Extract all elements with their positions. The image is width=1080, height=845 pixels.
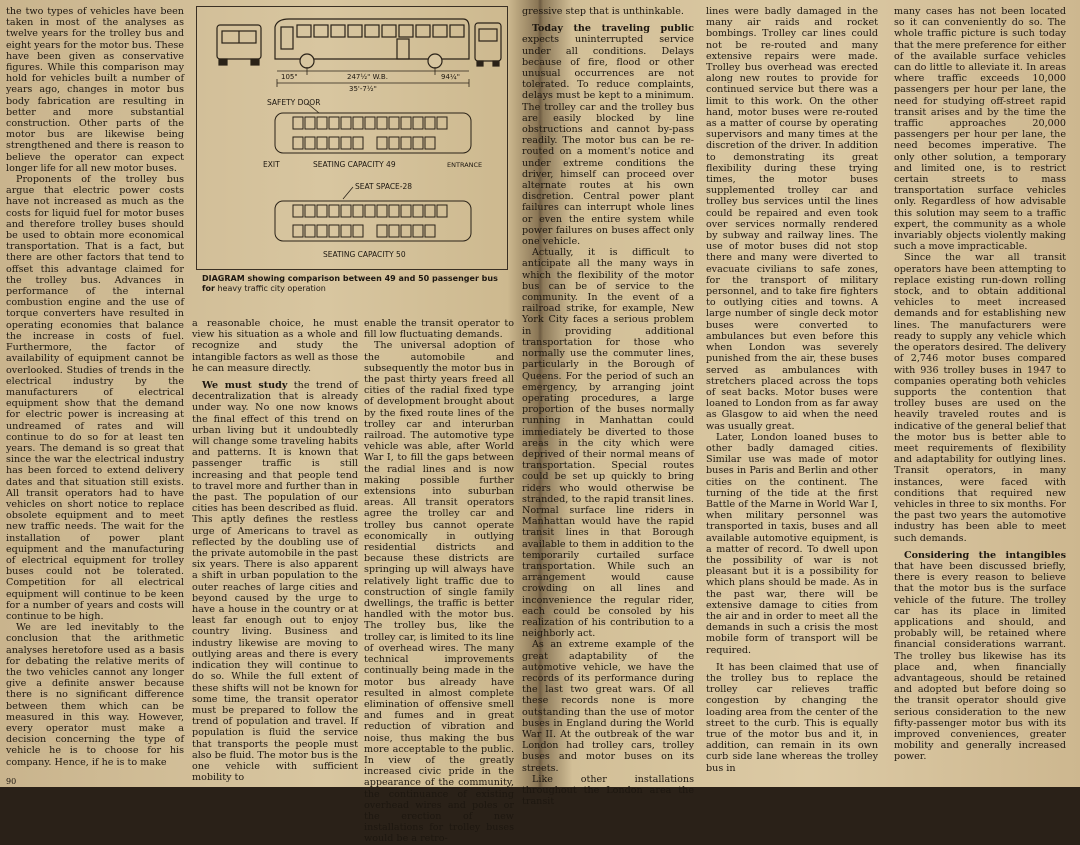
entrance-label: ENTRANCE: [447, 161, 483, 169]
paragraph: Proponents of the trolley bus argue that electric power costs have not increased as much as the costs for liquid fuel for motor buses and therefore trolley buses should be used to obtain more economical transportation. That is a fact, but there are other factors that tend to offset this advantage claimed for the trolley bus. Advances in performance of the internal combustion engine and the use of torque converters have resulted in operating economies that balance the increase in costs of fuel. Furthermore, the factor of availability of equipment cannot be overlooked. Studies of trends in the electrical industry by the manufacturers of electrical equipment show that the demand for electric power is increasing at undreamed of rates and will continue to do so for at least ten years. The demand is so great that since the war the electrical industry has been forced to extend delivery dates and that situation still exists. All transit operators had to have vehicles on short notice to replace obsolete equipment and to meet new traffic needs. The wait for the installation of power plant equipment and the manufacturing of electrical equipment for trolley buses could not be tolerated. Competition for all electrical equipment will continue to be keen for a number of years and costs will continue to be high.: [6, 174, 184, 622]
seating-49-label: SEATING CAPACITY 49: [313, 160, 396, 169]
paragraph: Since the war all transit operators have been attempting to replace existing run-down rolling stock, and to obtain additional vehicles to meet increased demands and for establishing new lines. The manufacturers were ready to supply any vehicle which the operators desired. The delivery of 2,746 motor buses compared with 936 trolley buses in 1947 to companies operating both vehicles supports the contention that trolley buses are used on the heavily traveled routes and is indicative of the general belief that the motor bus is better able to meet requirements of flexibility and adaptability for outlying lines. Transit operators, in many instances, were faced with conditions that required new vehicles in three to six months. For the past two years the automotive industry has been able to meet such demands.: [894, 252, 1066, 544]
paragraph: Actually, it is difficult to anticipate all the many ways in which the flexibility of the motor bus can be of service to the community. In the event of a railroad strike, for example, New York City faces a serious problem in providing additional transportation for those who normally use the commuter lines, particularly in the Borough of Queens. For the period of such an emergency, by arranging joint operating procedures, a large proportion of the buses normally running in Manhattan could immediately be diverted to those areas in the city which were deprived of their normal means of transportation. Special routes could be set up quickly to bring riders who would otherwise be stranded, to the rapid transit lines. Normal surface line riders in Manhattan would have the rapid transit lines in that Borough available to them in addition to the temporarily curtailed surface transportation. While such an arrangement would cause crowding on all lines and inconvenience the regular rider, each could be consoled by his realization of his contribution to a neighborly act.: [522, 247, 694, 640]
bus-side-view-icon: [275, 19, 469, 68]
paragraph: It has been claimed that use of the trolley bus to replace the trolley car relieves traffic congestion by changing the loading area from the center of the street to the curb. This is equally true of the motor bus and it, in addition, can remain in its own curb side lane whereas the trolley bus in: [706, 661, 878, 774]
bus-diagram: [196, 6, 508, 270]
bus-diagram-drawing: [197, 7, 507, 269]
right-column-1: [522, 6, 694, 807]
right-column-2: [706, 6, 878, 774]
dimension-label: 35'-7½": [349, 85, 377, 93]
paragraph: the two types of vehicles have been taken in most of the analyses as twelve years for the trolley bus and eight years for the motor bus. These have been given as conservative figures. While this comparison may hold for vehicles built a number of years ago, changes in motor bus body fabrication are resulting in better and more substantial construction. Other parts of the motor bus are likewise being strengthened and there is reason to believe the operator can expect longer life for all new motor buses.: [6, 6, 184, 174]
paragraph: many cases has not been located so it can conveniently do so. The whole traffic picture is such today that the mere preference for either of the available surface vehicles can do little to alleviate it. In areas where traffic exceeds 10,000 passengers per hour per lane, the need for studying off-street rapid transit arises and by the time the traffic approaches 20,000 passengers per hour per lane, the need becomes imperative. The only other solution, a temporary and limited one, is to restrict certain streets to mass transportation surface vehicles only. Regardless of how advisable this solution may seem to a traffic expert, the community as a whole invariably objects violently making such a move impracticable.: [894, 6, 1066, 253]
paragraph: Later, London loaned buses to other badly damaged cities. Similar use was made of motor buses in Paris and Berlin and other cities on the continent. The turning of the tide at the first Battle of the Marne in World War I, when military personnel was transported in taxis, buses and all available automotive equipment, is a matter of record. To dwell upon the possibility of war is not pleasant but it is a possibility for which plans should be made. As in the past war, there will be extensive damage to cities from the air and in order to meet all the demands in such a crisis the most mobile form of transport will be required.: [706, 431, 878, 656]
seating-50-label: SEATING CAPACITY 50: [323, 250, 406, 259]
paragraph: [192, 380, 358, 783]
paragraph-lead: Considering the intangibles: [904, 549, 1066, 561]
seat-space-label: SEAT SPACE-28: [355, 182, 413, 191]
left-column-3: [364, 318, 514, 845]
paragraph: [522, 23, 694, 247]
paragraph: lines were badly damaged in the many air raids and rocket bombings. Trolley car lines could not be re-routed and many extensive repairs were made. Trolley bus overhead was erected along new routes to provide for continued service but there was a limit to this work. On the other hand, motor buses were re-routed as a matter of course by operating supervisors and many times at the discretion of the driver. In addition to demonstrating its great flexibility during these trying times, the motor buses supplemented trolley car and trolley bus services until the lines could be repaired and even took over services normally rendered by subway and railway lines. The use of motor buses did not stop there and many were diverted to evacuate civilians to safe zones, for the transport of military personnel, and to take fire fighters to outlying cities and towns. A large number of single deck motor buses were converted to ambulances but even before this when London was severely punished from the air, these buses served as ambulances with stretchers placed across the tops of seat backs. Motor buses were loaned to London from as far away as Glasgow to aid when the need was usually great.: [706, 6, 878, 432]
paragraph: enable the transit operator to fill low fluctuating demands.: [364, 318, 514, 341]
paragraph: gressive step that is unthinkable.: [522, 6, 684, 17]
caption-rest: heavy traffic city operation: [217, 284, 326, 293]
figure-caption: [202, 274, 502, 294]
paragraph: The universal adoption of the automobile and subsequently the motor bus in the past thirty years freed all cities of the radial fixed type of development brought about by the fixed route lines of the trolley car and interurban railroad. The automotive type vehicle was able, after World War I, to fill the gaps between the radial lines and is now making possible further extensions into suburban areas. All transit operators agree the trolley car and trolley bus cannot operate economically in outlying residential districts and because these districts are springing up will always have relatively light traffic due to construction of single family dwellings, the traffic is better handled with the motor bus. The trolley bus, like the trolley car, is limited to its line of overhead wires. The many technical improvements continually being made in the motor bus already have resulted in almost complete elimination of offensive smell and fumes and in great reduction of vibration and noise, thus making the bus more acceptable to the public. In view of the greatly increased civic pride in the appearance of the community, the continuance of existing overhead wires and poles or the erection of new installations for trolley buses would be a retro-: [364, 340, 514, 845]
right-page: [522, 0, 1080, 808]
right-column-3: [894, 6, 1066, 763]
dimension-label: 247½" W.B.: [347, 73, 388, 81]
paragraph-body: expects uninterrupted service under all conditions. Delays because of fire, flood or other unusual occurrences are not tolerated. To reduce complaints, delays must be kept to a minimum. The trolley car and the trolley bus are easily blocked by line obstructions and cannot by-pass readily. The motor bus can be re-routed on a moment's notice and under extreme conditions the driver, himself can proceed over alternate routes at his own discretion. Central power plant failures can interrupt whole lines or even the entire system while power failures on buses affect only one vehicle.: [522, 34, 694, 248]
paragraph: [894, 550, 1066, 763]
left-page: [0, 0, 536, 845]
floor-plan-50-icon: [275, 201, 471, 241]
bus-rear-view-icon: [475, 23, 501, 66]
safety-door-label: SAFETY DOOR: [267, 98, 321, 107]
paragraph-body: that have been discussed briefly, there is every reason to believe that the motor bus is the surface vehicle of the future. The trolley car has its place in limited applications and should, and probably will, be retained where financial considerations warrant. The trolley bus likewise has its place and, when financially advantageous, should be retained and adopted but before doing so the transit operator should give serious consideration to the new fifty-passenger motor bus with its improved conveniences, greater mobility and generally increased power.: [894, 560, 1066, 763]
bus-front-view-icon: [217, 25, 261, 65]
floor-plan-49-icon: [275, 113, 471, 153]
left-column-2: [192, 318, 358, 783]
caption-bold: DIAGRAM showing comparison between 49 and 50 passenger bus for: [202, 274, 498, 293]
paragraph: As an extreme example of the great adaptability of the automotive vehicle, we have the records of its performance during the last two great wars. Of all these records none is more outstanding than the use of motor buses in England during the World War II. At the outbreak of the war London had trolley cars, trolley buses and motor buses on its streets.: [522, 639, 694, 774]
paragraph: a reasonable choice, he must view his situation as a whole and recognize and study the intangible factors as well as those he can measure directly.: [192, 318, 358, 374]
paragraph-lead: Today the traveling public: [532, 23, 694, 35]
page-number: 90: [6, 777, 17, 786]
paragraph-lead: We must study: [202, 380, 288, 392]
dimension-label: 94¼": [441, 73, 460, 81]
left-column-1: [6, 6, 184, 768]
exit-label: EXIT: [263, 160, 280, 169]
paragraph-body: the trend of decentralization that is already under way. No one now knows the final effect of this trend on urban living but it undoubtedly will change some traveling habits and patterns. It is known that passenger traffic is still increasing and that people tend to travel more and further than in the past. The population of our cities has been described as fluid. This aptly defines the restless urge of Americans to travel as reflected by the doubling use of the private automobile in the past six years. There is also apparent a shift in urban population to the outer reaches of large cities and beyond caused by the urge to have a house in the country or at least far enough out to enjoy country living. Business and industry likewise are moving to outlying areas and there is every indication they will continue to do so. While the full extent of these shifts will not be known for some time, the transit operator must be prepared to follow the trend of population and travel. If population is fluid the service that transports the people must also be fluid. The motor bus is the one vehicle with sufficient mobility to: [192, 380, 358, 784]
paragraph: Like other installations throughout the London area the transit: [522, 773, 694, 808]
paragraph: We are led inevitably to the conclusion that the arithmetic analyses heretofore used as a basis for debating the relative merits of the two vehicles cannot any longer give a definite answer because there is no significant difference between them which can be measured in this way. However, every operator must make a decision concerning the type of vehicle he is to choose for his company. Hence, if he is to make: [6, 622, 184, 768]
dimension-label: 105": [281, 73, 298, 81]
